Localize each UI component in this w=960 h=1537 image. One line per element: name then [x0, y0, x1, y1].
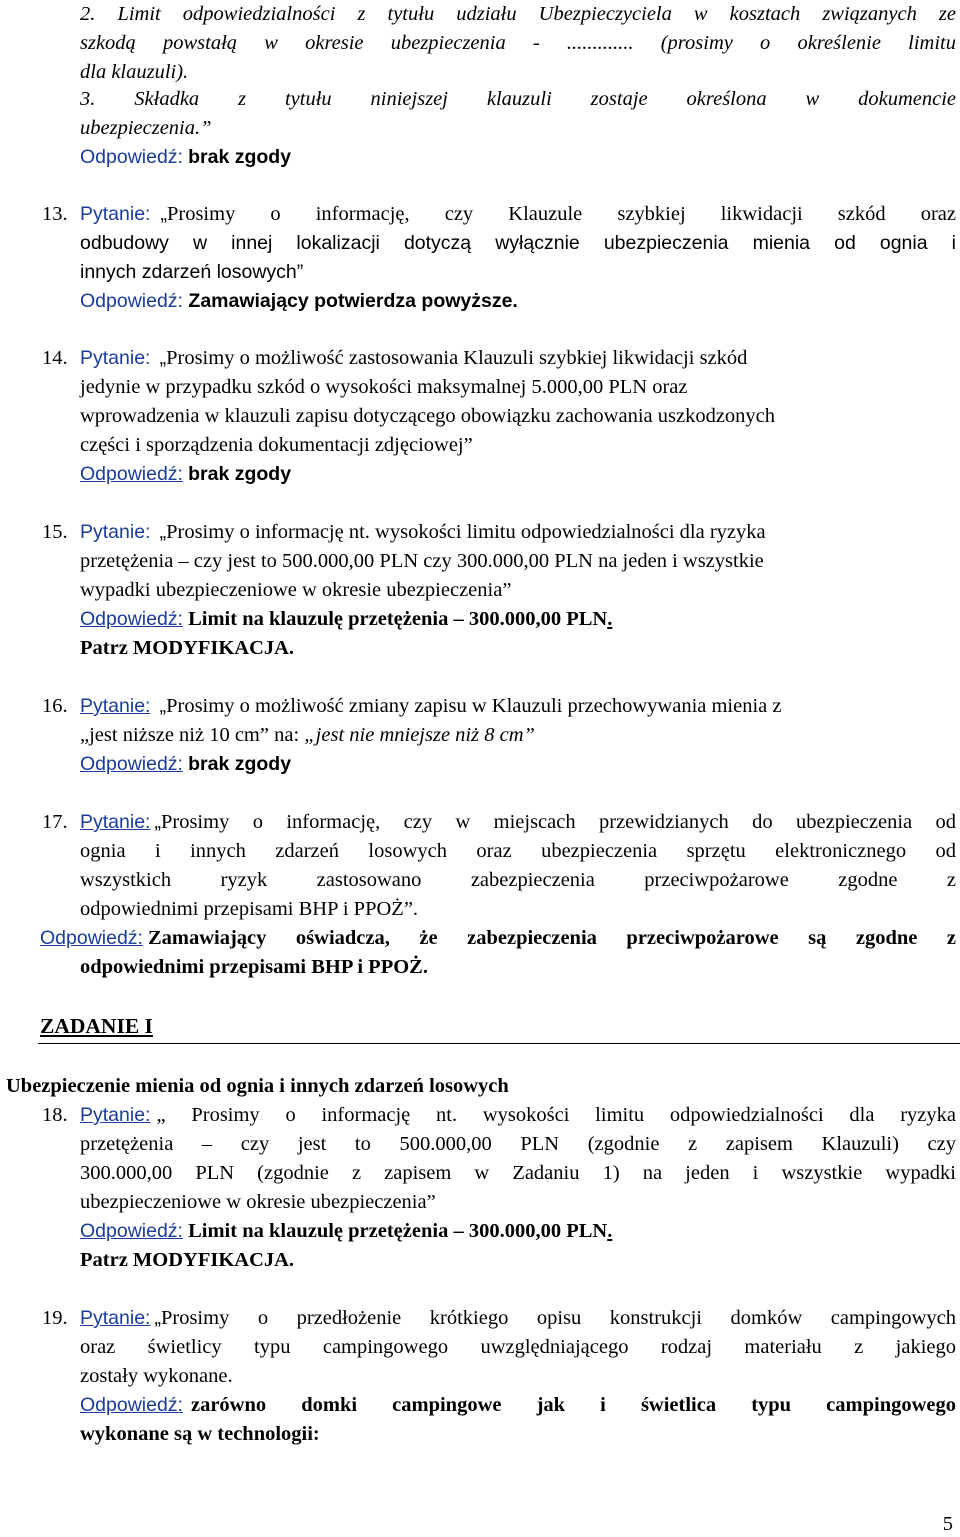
- question-15-line-3: wypadki ubezpieczeniowe w okresie ubezpieczenia”: [80, 579, 512, 601]
- question-text: Prosimy o informację, czy Klauzule szybkiej likwidacji szkód oraz: [166, 203, 956, 225]
- question-text: Prosimy o możliwość zmiany zapisu w Klauzuli przechowywania mienia z: [166, 695, 782, 717]
- question-15-line-2: przetężenia – czy jest to 500.000,00 PLN czy 300.000,00 PLN na jeden i wszystkie: [80, 550, 764, 572]
- question-text: Prosimy o możliwość zastosowania Klauzuli szybkiej likwidacji szkód: [166, 347, 748, 369]
- question-16-line-2: [80, 721, 535, 750]
- answer-label: Odpowiedź:: [80, 1394, 183, 1416]
- question-14-line-3: wprowadzenia w klauzuli zapisu dotyczącego obowiązku zachowania uszkodzonych: [80, 405, 776, 427]
- clause-item-2-line-3: dla klauzuli).: [80, 61, 189, 83]
- clause-item-2-line-2: szkodą powstałą w okresie ubezpieczenia - ............. (prosimy o określenie limitu: [80, 32, 956, 54]
- question-17-line-3: wszystkich ryzyk zastosowano zabezpieczenia przeciwpożarowe zgodne z: [80, 869, 956, 891]
- question-14-line-1: [80, 344, 747, 373]
- question-17-line-1: [80, 808, 956, 837]
- answer-label: Odpowiedź:: [80, 608, 183, 630]
- question-13-line-2: odbudowy w innej lokalizacji dotyczą wyłącznie ubezpieczenia mienia od ognia i: [80, 232, 956, 254]
- question-13-line-1: [80, 200, 956, 229]
- clause-item-3-line-1: 3. Składka z tytułu niniejszej klauzuli zostaje określona w dokumencie: [80, 88, 956, 110]
- quoted-proposed-text: „jest nie mniejsze niż 8 cm”: [304, 724, 535, 746]
- heading-rule: [38, 1043, 960, 1044]
- question-19-line-2: oraz świetlicy typu campingowego uwzględniającego rodzaj materiału z jakiego: [80, 1336, 956, 1358]
- question-19-line-1: [80, 1304, 956, 1333]
- answer-label: Odpowiedź:: [80, 463, 183, 485]
- answer-text: Limit na klauzulę przetężenia – 300.000,00 PLN: [188, 1220, 608, 1242]
- question-18-line-3: 300.000,00 PLN (zgodnie z zapisem w Zadaniu 1) na jeden i wszystkie wypadki: [80, 1162, 956, 1184]
- answer-end-dot: .: [607, 608, 613, 630]
- answer-label: Odpowiedź:: [80, 290, 183, 312]
- answer-text: zarówno domki campingowe jak i świetlica typu campingowego: [190, 1394, 956, 1416]
- question-18-line-4: ubezpieczeniowe w okresie ubezpieczenia”: [80, 1191, 436, 1213]
- question-17-line-4: odpowiednimi przepisami BHP i PPOŻ”.: [80, 898, 419, 920]
- answer-18: [80, 1217, 612, 1246]
- answer-text: brak zgody: [188, 753, 292, 775]
- question-16-line-1: [80, 692, 782, 721]
- question-17-line-2: ognia i innych zdarzeń losowych oraz ubezpieczenia sprzętu elektronicznego od: [80, 840, 956, 862]
- question-label: Pytanie:: [80, 203, 151, 225]
- answer-17-line-1: [40, 924, 956, 953]
- answer-14: [80, 460, 291, 489]
- question-number: 16.: [42, 695, 68, 717]
- question-number: 17.: [42, 811, 68, 833]
- open-quote: „: [159, 521, 167, 543]
- modification-note: Patrz MODYFIKACJA.: [80, 1249, 295, 1271]
- answer-15: [80, 605, 612, 634]
- question-number: 14.: [42, 347, 68, 369]
- clause-item-3-line-2: ubezpieczenia.”: [80, 117, 212, 139]
- question-15-line-1: [80, 518, 766, 547]
- question-text: Prosimy o przedłożenie krótkiego opisu konstrukcji domków campingowych: [160, 1307, 956, 1329]
- question-14-line-2: jedynie w przypadku szkód o wysokości maksymalnej 5.000,00 PLN oraz: [80, 376, 688, 398]
- answer-19-line-1: [80, 1391, 956, 1420]
- question-14-line-4: części i sporządzenia dokumentacji zdjęciowej”: [80, 434, 473, 456]
- answer-text: brak zgody: [188, 146, 292, 168]
- answer-13: [80, 287, 518, 316]
- question-19-line-3: zostały wykonane.: [80, 1365, 233, 1387]
- question-number: 13.: [42, 203, 68, 225]
- answer-text: Limit na klauzulę przetężenia – 300.000,00 PLN: [188, 608, 608, 630]
- question-13-line-3: innych zdarzeń losowych”: [80, 261, 304, 283]
- question-text: Prosimy o informację nt. wysokości limitu odpowiedzialności dla ryzyka: [166, 521, 766, 543]
- answer-19-line-2: wykonane są w technologii:: [80, 1423, 320, 1445]
- question-label: Pytanie:: [80, 811, 151, 833]
- answer-text: Zamawiający potwierdza powyższe.: [188, 290, 518, 312]
- question-number: 18.: [42, 1104, 68, 1126]
- quoted-current-text: „jest niższe niż 10 cm” na:: [80, 724, 305, 746]
- question-18-line-1: [80, 1101, 956, 1130]
- open-quote: „: [159, 695, 167, 717]
- open-quote: „: [160, 203, 167, 225]
- question-label: Pytanie:: [80, 1307, 151, 1329]
- answer-label: Odpowiedź:: [80, 146, 183, 168]
- open-quote: „: [154, 811, 161, 833]
- section-title: Ubezpieczenie mienia od ognia i innych zdarzeń losowych: [6, 1075, 509, 1097]
- question-number: 19.: [42, 1307, 68, 1329]
- question-number: 15.: [42, 521, 68, 543]
- answer-label: Odpowiedź:: [80, 1220, 183, 1242]
- answer-label: Odpowiedź:: [40, 927, 143, 949]
- answer-text: brak zgody: [188, 463, 292, 485]
- answer-17-line-2: odpowiednimi przepisami BHP i PPOŻ.: [80, 956, 428, 978]
- answer-text: Zamawiający oświadcza, że zabezpieczenia przeciwpożarowe są zgodne z: [147, 927, 956, 949]
- modification-note: Patrz MODYFIKACJA.: [80, 637, 295, 659]
- question-label: Pytanie:: [80, 695, 151, 717]
- question-label: Pytanie:: [80, 347, 151, 369]
- answer-label: Odpowiedź:: [80, 753, 183, 775]
- open-quote: „: [159, 347, 167, 369]
- question-18-line-2: przetężenia – czy jest to 500.000,00 PLN (zgodnie z zapisem Klauzuli) czy: [80, 1133, 956, 1155]
- clause-item-2-line-1: 2. Limit odpowiedzialności z tytułu udziału Ubezpieczyciela w kosztach związanych ze: [80, 3, 956, 25]
- answer-line: [80, 143, 291, 172]
- page-number: 5: [942, 1513, 953, 1535]
- question-label: Pytanie:: [80, 1104, 151, 1126]
- question-text: „ Prosimy o informację nt. wysokości limitu odpowiedzialności dla ryzyka: [156, 1104, 956, 1126]
- open-quote: „: [154, 1307, 161, 1329]
- question-text: Prosimy o informację, czy w miejscach przewidzianych do ubezpieczenia od: [160, 811, 956, 833]
- task-heading: ZADANIE I: [40, 1014, 153, 1038]
- answer-16: [80, 750, 291, 779]
- answer-end-dot: .: [607, 1220, 613, 1242]
- question-label: Pytanie:: [80, 521, 151, 543]
